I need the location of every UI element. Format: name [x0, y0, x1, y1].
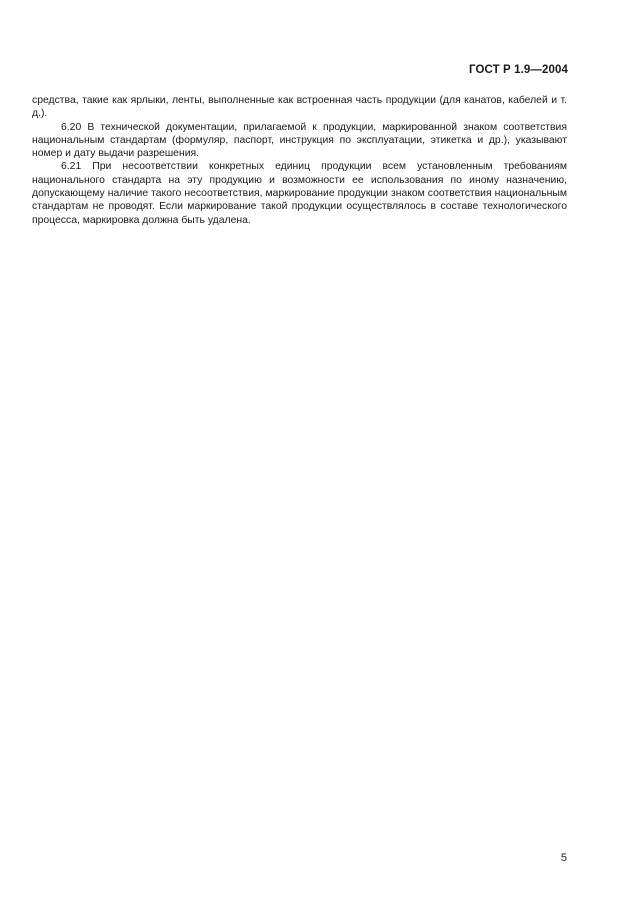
standard-code: ГОСТ Р 1.9—2004 [469, 64, 568, 76]
page-number: 5 [560, 852, 567, 864]
document-body [32, 94, 567, 227]
document-header [469, 64, 568, 76]
paragraph-continuation: средства, такие как ярлыки, ленты, выполненные как встроенная часть продукции (для канатов, кабелей и т. д.). [32, 95, 567, 120]
paragraph-6-21: 6.21 При несоответствии конкретных единиц продукции всем установленным требованиям национального стандарта на эту продукцию и возможности ее использования по иному назначению, допускающему наличие такого несоответствия, маркирование продукции знаком соответствия национальным стандартам не проводят. Если маркирование такой продукции осуществлялось в составе технологического процесса, маркировка должна быть удалена. [32, 161, 567, 226]
paragraph-6-20: 6.20 В технической документации, прилагаемой к продукции, маркированной знаком соответствия национальным стандартам (формуляр, паспорт, инструкция по эксплуатации, этикетка и др.), указывают номер и дату выдачи разрешения. [32, 121, 567, 160]
